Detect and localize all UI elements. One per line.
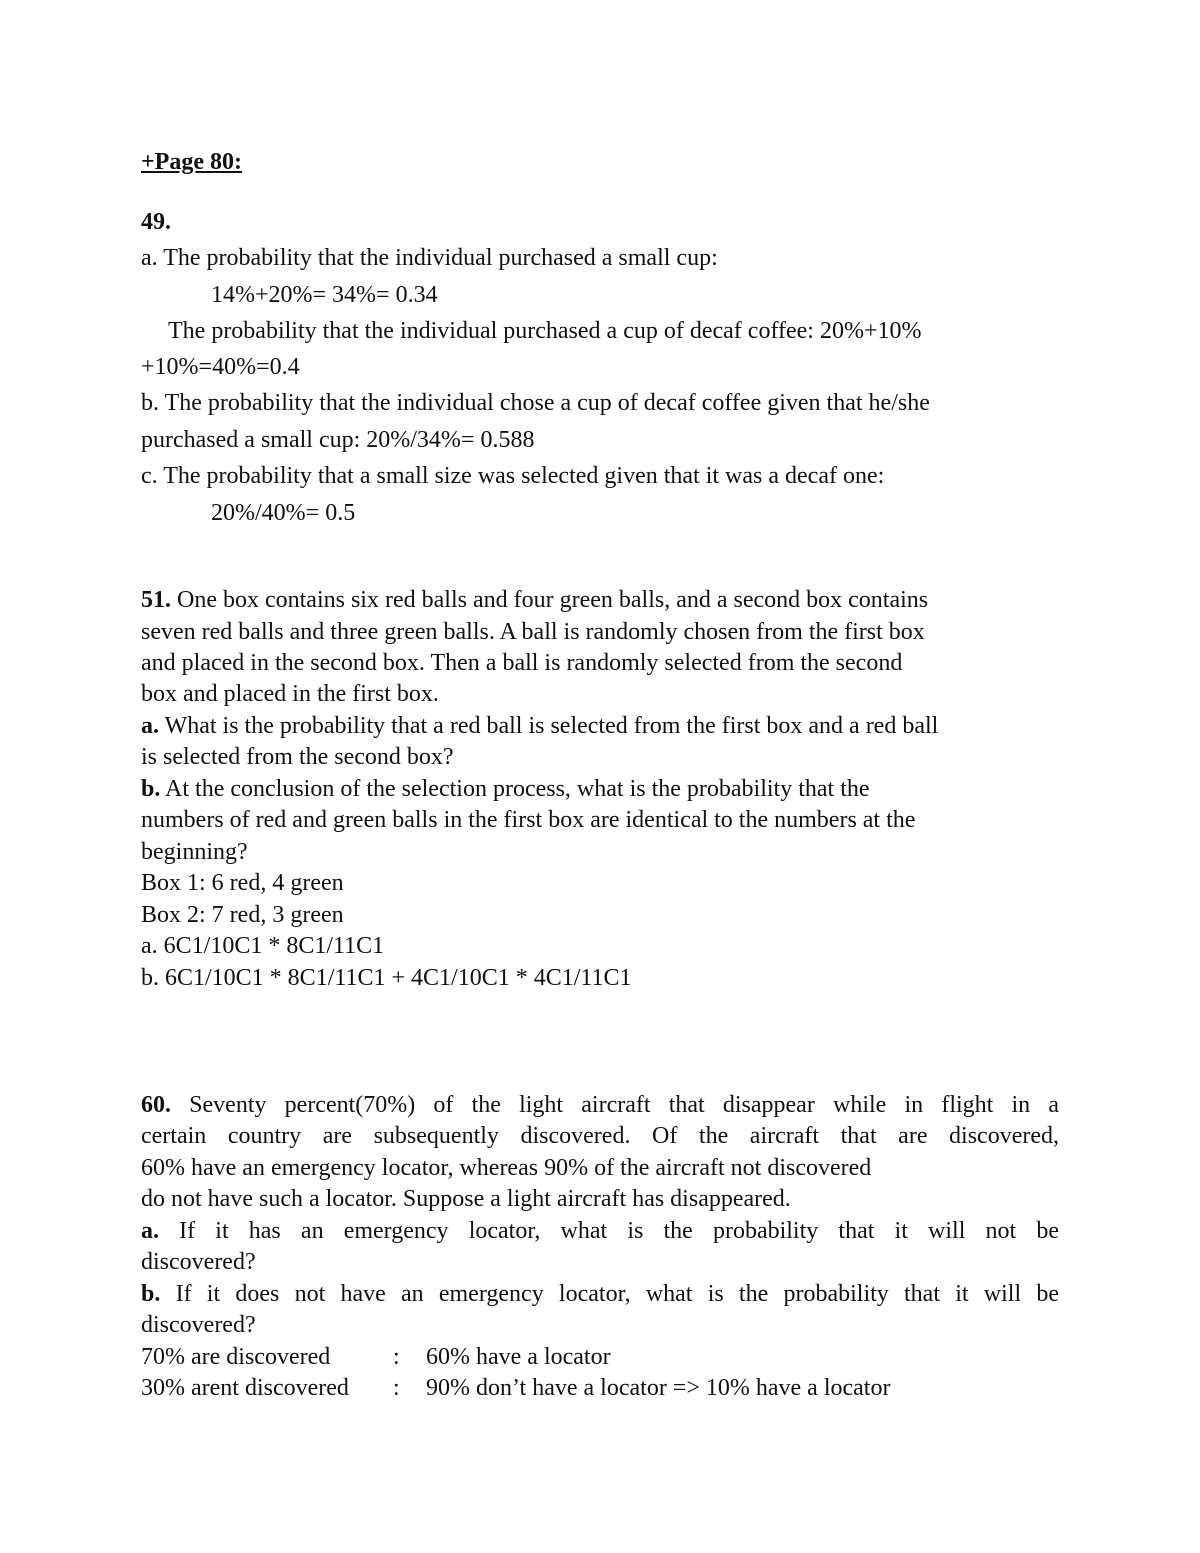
q60-part-b-line2: discovered?: [141, 1312, 256, 1338]
q60-row2-left: 30% arent discovered: [141, 1375, 349, 1401]
q60-row2-sep: :: [393, 1375, 400, 1401]
q49-part-a-calc: 14%+20%= 34%= 0.34: [211, 282, 438, 308]
q60-table-row-2: [141, 1374, 890, 1402]
q51-part-b-line3: beginning?: [141, 839, 248, 865]
q51-line2: seven red balls and three green balls. A ball is randomly chosen from the first box: [141, 619, 925, 645]
q60-part-b-label: b.: [141, 1281, 161, 1307]
q51-line4: box and placed in the first box.: [141, 681, 439, 707]
q49-part-a-decaf-line2: +10%=40%=0.4: [141, 354, 300, 380]
q51-text-line1: One box contains six red balls and four green balls, and a second box contains: [171, 587, 929, 613]
q60-row1-left: 70% are discovered: [141, 1344, 331, 1370]
q51-box2: Box 2: 7 red, 3 green: [141, 902, 344, 928]
q49-part-b-line1: b. The probability that the individual chose a cup of decaf coffee given that he/she: [141, 390, 930, 416]
q51-part-a-line2: is selected from the second box?: [141, 744, 454, 770]
q49-part-b-line2: purchased a small cup: 20%/34%= 0.588: [141, 427, 535, 453]
q51-part-b-line2: numbers of red and green balls in the first box are identical to the numbers at the: [141, 807, 916, 833]
q49-part-c-line1: c. The probability that a small size was selected given that it was a decaf one:: [141, 463, 885, 489]
q60-line3: 60% have an emergency locator, whereas 90% of the aircraft not discovered: [141, 1155, 872, 1181]
q51-part-b-line1: [141, 775, 870, 803]
q60-table-row-1: [141, 1343, 611, 1371]
q51-part-a-line1: [141, 712, 938, 740]
q60-part-a-line2: discovered?: [141, 1249, 256, 1275]
q51-part-b-text: At the conclusion of the selection process, what is the probability that the: [160, 776, 870, 802]
q51-box1: Box 1: 6 red, 4 green: [141, 870, 344, 896]
q60-part-b-text: If it does not have an emergency locator, what is the probability that it will be: [160, 1281, 1059, 1307]
q60-part-a-line1: [141, 1217, 1059, 1245]
question-60-number: 60.: [141, 1092, 171, 1118]
q49-part-a-decaf-line1: The probability that the individual purchased a cup of decaf coffee: 20%+10%: [168, 318, 922, 344]
q51-part-a-label: a.: [141, 713, 159, 739]
page-header: +Page 80:: [141, 149, 242, 175]
question-51-number: 51.: [141, 587, 171, 613]
question-49-number: 49.: [141, 209, 171, 235]
q60-part-a-label: a.: [141, 1218, 159, 1244]
q60-row1-sep: :: [393, 1344, 400, 1370]
q60-text-line1: Seventy percent(70%) of the light aircraft that disappear while in flight in a: [171, 1092, 1059, 1118]
q49-part-c-calc: 20%/40%= 0.5: [211, 500, 356, 526]
q60-row1-right: 60% have a locator: [426, 1344, 611, 1370]
q60-line2: certain country are subsequently discovered. Of the aircraft that are discovered,: [141, 1123, 1059, 1149]
q51-part-a-text: What is the probability that a red ball is selected from the first box and a red ball: [159, 713, 939, 739]
q51-answer-b: b. 6C1/10C1 * 8C1/11C1 + 4C1/10C1 * 4C1/11C1: [141, 965, 632, 991]
q60-line4: do not have such a locator. Suppose a light aircraft has disappeared.: [141, 1186, 791, 1212]
q49-part-a-text: a. The probability that the individual purchased a small cup:: [141, 245, 718, 271]
q51-part-b-label: b.: [141, 776, 161, 802]
q60-row2-right: 90% don’t have a locator => 10% have a locator: [426, 1375, 891, 1401]
q60-line1: [141, 1091, 1059, 1119]
q51-line3: and placed in the second box. Then a ball is randomly selected from the second: [141, 650, 903, 676]
q51-line1: [141, 586, 928, 614]
q60-part-b-line1: [141, 1280, 1059, 1308]
q51-answer-a: a. 6C1/10C1 * 8C1/11C1: [141, 933, 385, 959]
q60-part-a-text: If it has an emergency locator, what is the probability that it will not be: [159, 1218, 1059, 1244]
